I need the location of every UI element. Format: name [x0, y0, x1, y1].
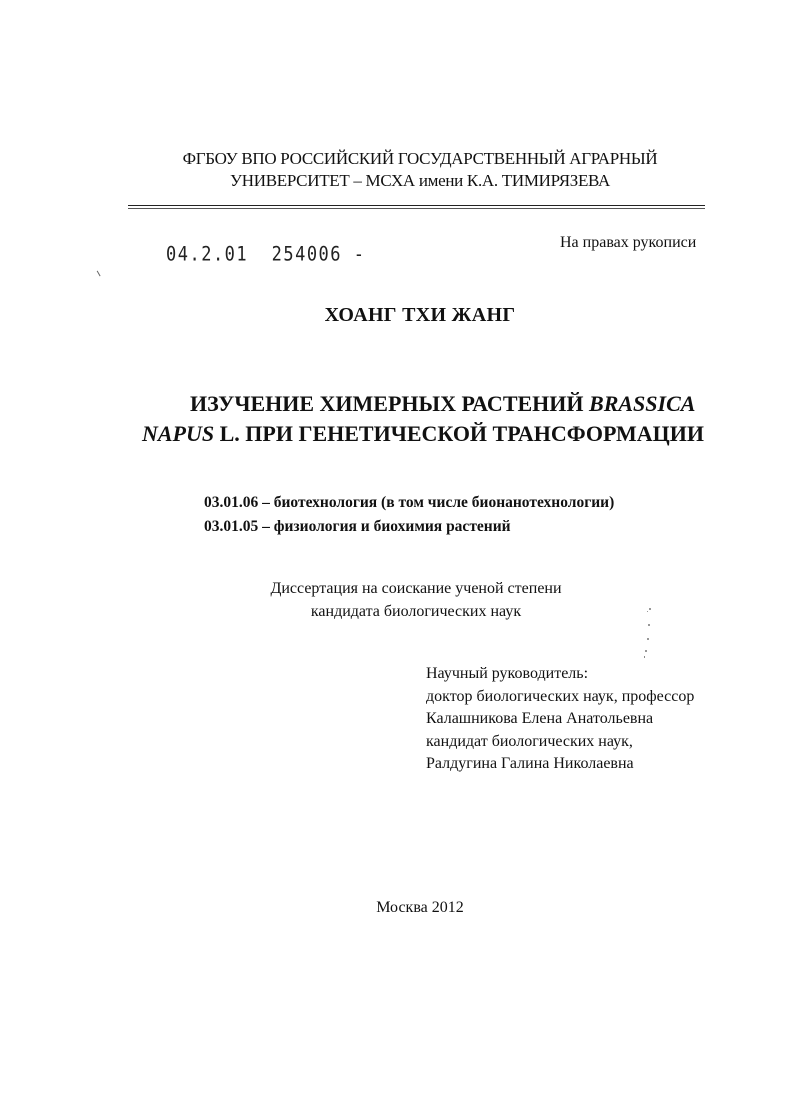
advisor-heading: Научный руководитель: [426, 665, 589, 682]
specialty-code-2: 03.01.05 – физиология и биохимия растений [204, 518, 511, 535]
advisor-2-name: Ралдугина Галина Николаевна [426, 755, 634, 772]
organization-name-line1: ФГБОУ ВПО РОССИЙСКИЙ ГОСУДАРСТВЕННЫЙ АГРАРНЫЙ [182, 149, 658, 168]
advisor-1-name: Калашникова Елена Анатольевна [426, 710, 654, 727]
title-species-genus: BRASSICA [589, 391, 696, 416]
thesis-title-line1 [190, 391, 695, 417]
speck [647, 611, 648, 612]
advisor-2-title: кандидат биологических наук, [426, 732, 633, 750]
registration-stamp: 04.2.01 254006 - [166, 243, 366, 266]
speck [647, 638, 649, 640]
scan-specks [640, 606, 654, 662]
title-line1-text: ИЗУЧЕНИЕ ХИМЕРНЫХ РАСТЕНИЙ [190, 391, 590, 416]
author-name: ХОАНГ ТХИ ЖАНГ [324, 304, 516, 326]
city-year: Москва 2012 [376, 899, 464, 916]
scan-mark [97, 270, 103, 277]
speck [645, 650, 647, 652]
speck [649, 608, 651, 610]
title-species-epithet: NAPUS [142, 421, 215, 446]
speck [648, 624, 650, 626]
title-line2-text: L. ПРИ ГЕНЕТИЧЕСКОЙ ТРАНСФОРМАЦИИ [214, 421, 705, 446]
thesis-title-line2 [142, 421, 704, 447]
dissertation-degree-line2: кандидата биологических наук [310, 603, 522, 620]
header-divider [128, 205, 705, 206]
specialty-code-1: 03.01.06 – биотехнология (в том числе бионанотехнологии) [204, 494, 615, 511]
dissertation-degree-line1: Диссертация на соискание ученой степени [270, 580, 562, 597]
header-divider-secondary [128, 208, 705, 209]
advisor-1-title: доктор биологических наук, профессор [426, 687, 695, 705]
rights-note: На правах рукописи [560, 234, 697, 251]
organization-name-line2: УНИВЕРСИТЕТ – МСХА имени К.А. ТИМИРЯЗЕВА [230, 171, 610, 190]
speck [644, 656, 645, 658]
